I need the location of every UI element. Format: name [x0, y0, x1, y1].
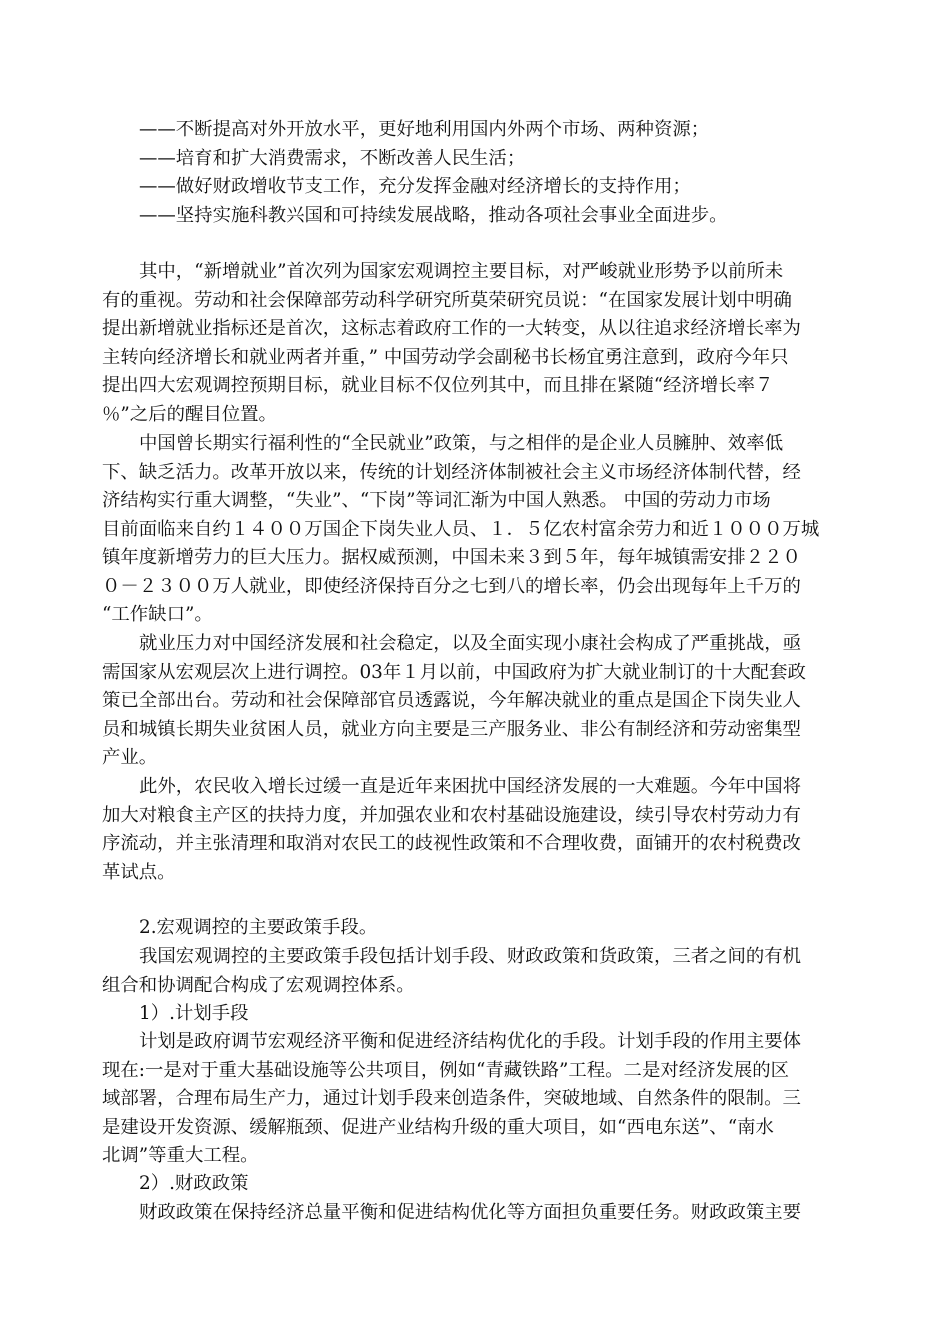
text-line: ％”之后的醒目位置。 — [102, 403, 277, 425]
paragraph-new-employment — [102, 258, 850, 429]
bullet-item: ——培育和扩大消费需求，不断改善人民生活； — [139, 147, 526, 169]
text-line: 主转向经济增长和就业两者并重，” 中国劳动学会副秘书长杨宜勇注意到，政府今年只 — [102, 346, 789, 368]
text-line: 北调”等重大工程。 — [102, 1145, 259, 1166]
text-line: 需国家从宏观层次上进行调控。03年１月以前，中国政府为扩大就业制订的十大配套政 — [102, 661, 806, 683]
text-line: 有的重视。劳动和社会保障部劳动科学研究所莫荣研究员说：“在国家发展计划中明确 — [102, 289, 792, 311]
paragraph-full-employment-policy — [102, 430, 850, 630]
text-line: 加大对粮食主产区的扶持力度，并加强农业和农村基础设施建设，续引导农村劳动力有 — [102, 804, 801, 826]
paragraph-farmer-income — [102, 773, 850, 887]
text-line: 我国宏观调控的主要政策手段包括计划手段、财政政策和货政策，三者之间的有机 — [139, 946, 802, 967]
text-line: 财政政策在保持经济总量平衡和促进结构优化等方面担负重要任务。财政政策主要 — [139, 1202, 802, 1223]
text-line: 此外，农民收入增长过缓一直是近年来困扰中国经济发展的一大难题。今年中国将 — [139, 776, 802, 797]
text-line: 提出四大宏观调控预期目标，就业目标不仅位列其中，而且排在紧随“经济增长率７ — [102, 375, 774, 396]
bullet-item: ——做好财政增收节支工作，充分发挥金融对经济增长的支持作用； — [139, 176, 691, 197]
text-line: 中国曾长期实行福利性的“全民就业”政策，与之相伴的是企业人员臃肿、效率低 — [139, 433, 784, 454]
text-line: 组合和协调配合构成了宏观调控体系。 — [102, 974, 415, 996]
text-line: 提出新增就业指标还是首次，这标志着政府工作的一大转变，从以往追求经济增长率为 — [102, 318, 801, 339]
text-line: 其中，“新增就业”首次列为国家宏观调控主要目标，对严峻就业形势予以前所未 — [139, 261, 784, 282]
paragraph-fiscal-policy — [102, 1199, 850, 1228]
text-line: 革试点。 — [102, 861, 176, 883]
text-line: 下、缺乏活力。改革开放以来，传统的计划经济体制被社会主义市场经济体制代替，经 — [102, 461, 801, 483]
text-line: 就业压力对中国经济发展和社会稳定，以及全面实现小康社会构成了严重挑战，亟 — [139, 633, 802, 654]
text-line: 序流动，并主张清理和取消对农民工的歧视性政策和不合理收费，面铺开的农村税费改 — [102, 833, 801, 854]
text-line: 域部署，合理布局生产力，通过计划手段来创造条件，突破地域、自然条件的限制。三 — [102, 1088, 801, 1109]
text-line: 产业。 — [102, 747, 158, 768]
text-line: 计划是政府调节宏观经济平衡和促进经济结构优化的手段。计划手段的作用主要体 — [139, 1031, 802, 1052]
text-line: 现在:一是对于重大基础设施等公共项目，例如“青藏铁路”工程。二是对经济发展的区 — [102, 1059, 790, 1081]
section-heading: 2.宏观调控的主要政策手段。 — [139, 917, 378, 938]
text-line: 策已全部出台。劳动和社会保障部官员透露说，今年解决就业的重点是国企下岗失业人 — [102, 690, 801, 711]
paragraph-policy-means — [102, 943, 850, 1000]
bullet-item: ——不断提高对外开放水平，更好地利用国内外两个市场、两种资源； — [139, 119, 710, 140]
text-line: 济结构实行重大调整，“失业”、“下岗”等词汇渐为中国人熟悉。 中国的劳动力市场 — [102, 490, 771, 511]
text-line: “工作缺口”。 — [102, 604, 213, 625]
subsection-heading: 1）.计划手段 — [139, 1003, 249, 1024]
text-line: 镇年度新增劳力的巨大压力。据权威预测，中国未来３到５年，每年城镇需安排２２０ — [102, 547, 801, 568]
goal-bullet-list — [102, 116, 850, 230]
subsection-heading: 2）.财政政策 — [139, 1173, 249, 1194]
text-line: 是建设开发资源、缓解瓶颈、促进产业结构升级的重大项目，如“西电东送”、“南水 — [102, 1116, 774, 1138]
paragraph-planning-means — [102, 1028, 850, 1171]
text-line: ０－２３００万人就业，即使经济保持百分之七到八的增长率，仍会出现每年上千万的 — [102, 575, 801, 597]
text-line: 目前面临来自约１４００万国企下岗失业人员、１．５亿农村富余劳力和近１０００万城 — [102, 518, 820, 540]
text-line: 员和城镇长期失业贫困人员，就业方向主要是三产服务业、非公有制经济和劳动密集型 — [102, 718, 801, 740]
paragraph-employment-pressure — [102, 630, 850, 773]
bullet-item: ——坚持实施科教兴国和可持续发展战略，推动各项社会事业全面进步。 — [139, 204, 728, 226]
